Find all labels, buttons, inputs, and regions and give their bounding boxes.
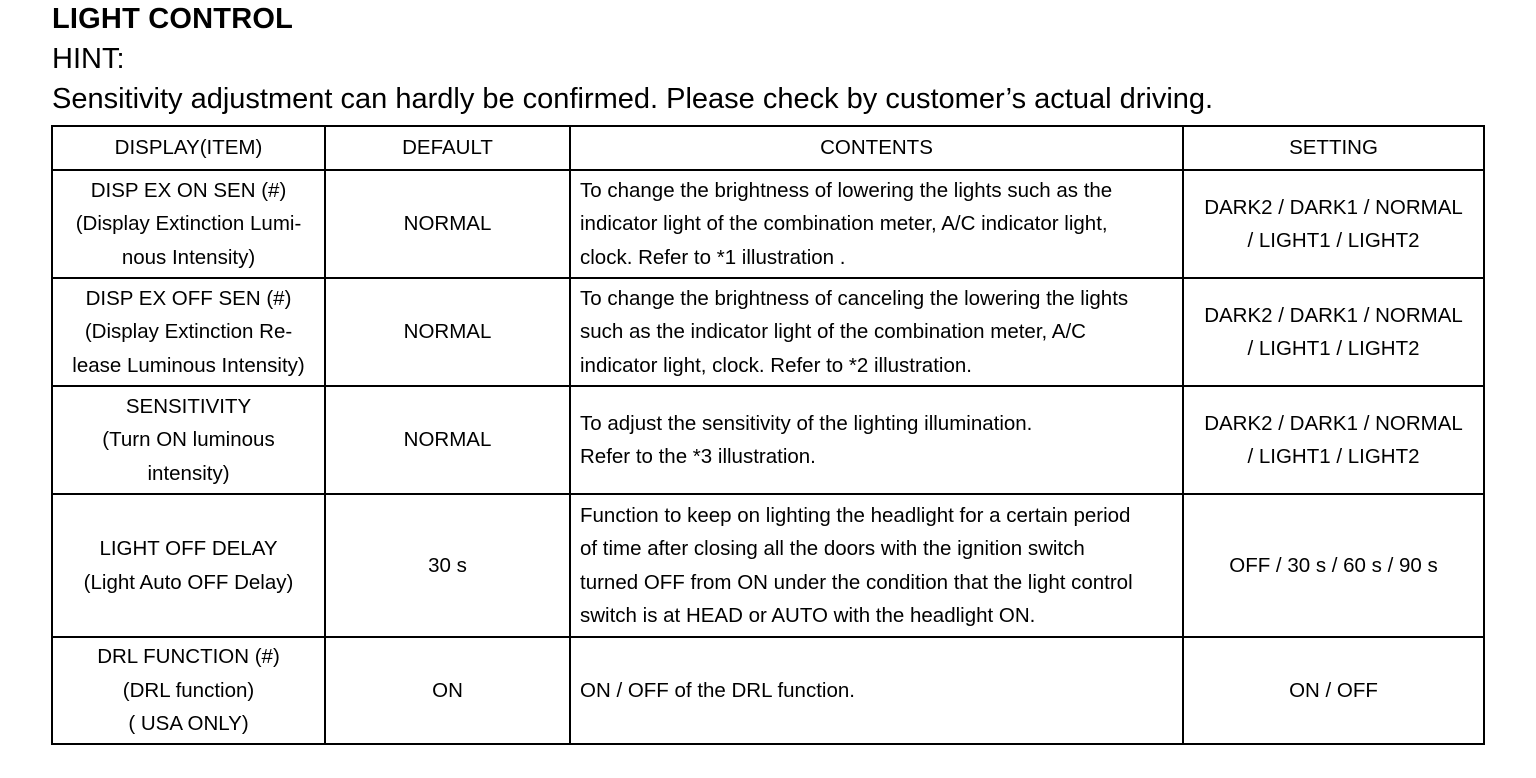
setting-line: DARK2 / DARK1 / NORMAL <box>1204 411 1463 435</box>
contents-cell <box>570 278 1183 386</box>
contents-line: Refer to the *3 illustration. <box>580 445 816 468</box>
display-item-cell <box>52 637 325 744</box>
table-row <box>52 637 1484 744</box>
display-item-cell <box>52 278 325 386</box>
setting-line: / LIGHT1 / LIGHT2 <box>1247 445 1420 468</box>
display-item-line: SENSITIVITY <box>125 394 252 418</box>
contents-line: such as the indicator light of the combination meter, A/C <box>580 320 1086 344</box>
display-item-line: DRL FUNCTION (#) <box>97 645 280 669</box>
default-cell: NORMAL <box>325 278 570 386</box>
header-contents: CONTENTS <box>570 126 1183 170</box>
hint-label: HINT: <box>52 43 125 75</box>
contents-line: To adjust the sensitivity of the lighting illumination. <box>580 411 1033 435</box>
contents-line: switch is at HEAD or AUTO with the headlight ON. <box>580 604 1036 627</box>
table-row <box>52 386 1484 494</box>
contents-line: indicator light of the combination meter, A/C indicator light, <box>580 212 1108 236</box>
table-row <box>52 278 1484 386</box>
display-item-cell <box>52 170 325 278</box>
header-display-item: DISPLAY(ITEM) <box>52 126 325 170</box>
display-item-line: LIGHT OFF DELAY <box>99 537 278 560</box>
setting-cell <box>1183 637 1484 744</box>
setting-cell <box>1183 278 1484 386</box>
default-cell: 30 s <box>325 494 570 637</box>
header-setting: SETTING <box>1183 126 1484 170</box>
default-cell: NORMAL <box>325 170 570 278</box>
light-control-table <box>51 125 1485 745</box>
display-item-line: (Light Auto OFF Delay) <box>83 570 294 594</box>
hint-text: Sensitivity adjustment can hardly be confirmed. Please check by customer’s actual driving. <box>52 83 1214 115</box>
display-item-line: (DRL function) <box>122 678 255 702</box>
contents-line: clock. Refer to *1 illustration . <box>580 245 846 269</box>
display-item-line: ( USA ONLY) <box>128 712 249 736</box>
display-item-line: lease Luminous Intensity) <box>72 353 305 377</box>
table-row <box>52 170 1484 278</box>
setting-line: / LIGHT1 / LIGHT2 <box>1247 337 1420 360</box>
contents-line: of time after closing all the doors with the ignition switch <box>580 537 1085 560</box>
display-item-line: DISP EX OFF SEN (#) <box>85 286 292 310</box>
display-item-line: DISP EX ON SEN (#) <box>90 178 287 202</box>
display-item-line: nous Intensity) <box>121 245 256 269</box>
display-item-cell <box>52 386 325 494</box>
setting-line: ON / OFF <box>1289 678 1378 702</box>
contents-line: To change the brightness of canceling the lowering the lights <box>580 286 1129 310</box>
contents-line: ON / OFF of the DRL function. <box>580 678 855 702</box>
table-row <box>52 494 1484 637</box>
display-item-line: (Display Extinction Lumi- <box>75 212 302 236</box>
setting-line: OFF / 30 s / 60 s / 90 s <box>1229 553 1438 577</box>
display-item-line: (Turn ON luminous <box>102 428 275 452</box>
contents-cell <box>570 637 1183 744</box>
display-item-line: intensity) <box>147 461 230 485</box>
setting-line: DARK2 / DARK1 / NORMAL <box>1204 195 1463 219</box>
contents-line: turned OFF from ON under the condition that the light control <box>580 570 1133 594</box>
header-default: DEFAULT <box>325 126 570 170</box>
default-cell: NORMAL <box>325 386 570 494</box>
setting-cell <box>1183 386 1484 494</box>
setting-line: DARK2 / DARK1 / NORMAL <box>1204 303 1463 327</box>
contents-line: indicator light, clock. Refer to *2 illustration. <box>580 353 972 377</box>
setting-cell <box>1183 494 1484 637</box>
contents-cell <box>570 494 1183 637</box>
table-header-row <box>52 126 1484 170</box>
default-cell: ON <box>325 637 570 744</box>
page-title: LIGHT CONTROL <box>52 3 294 35</box>
display-item-line: (Display Extinction Re- <box>84 320 293 344</box>
contents-cell <box>570 170 1183 278</box>
display-item-cell <box>52 494 325 637</box>
contents-line: Function to keep on lighting the headlight for a certain period <box>580 503 1131 527</box>
contents-cell <box>570 386 1183 494</box>
setting-cell <box>1183 170 1484 278</box>
setting-line: / LIGHT1 / LIGHT2 <box>1247 229 1420 252</box>
contents-line: To change the brightness of lowering the lights such as the <box>580 178 1113 202</box>
